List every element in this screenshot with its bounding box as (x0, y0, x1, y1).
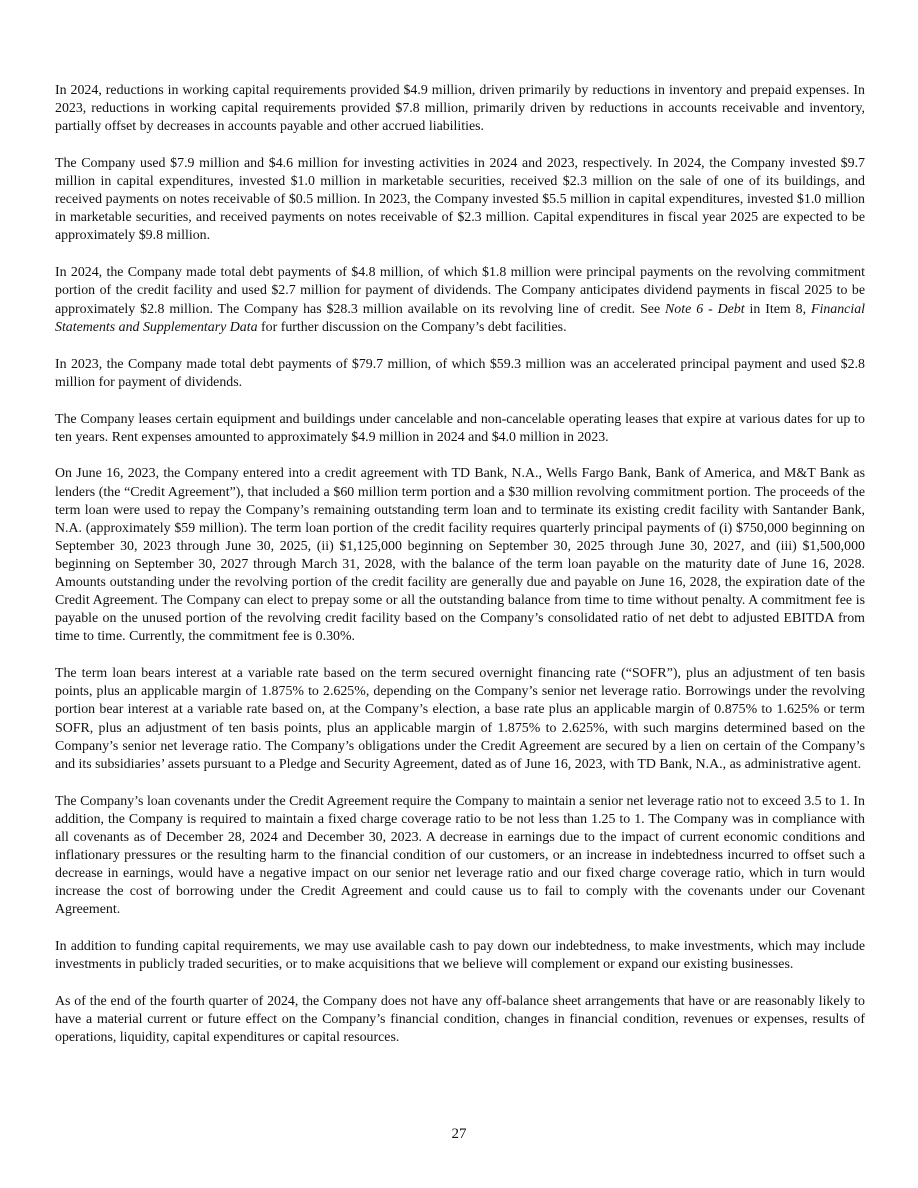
paragraph-debt-payments-2023: In 2023, the Company made total debt payments of $79.7 million, of which $59.3 million was an accelerated principal payment and used $2.8 million for payment of dividends. (55, 356, 865, 390)
paragraph-investing-activities: The Company used $7.9 million and $4.6 million for investing activities in 2024 and 2023, respectively. In 2024, the Company invested $9.7 million in capital expenditures, invested $1.0 million in marketable securities, received $2.3 million on the sale of one of its buildings, and received payments on notes receivable of $0.5 million. In 2023, the Company invested $5.5 million in capital expenditures, invested $1.0 million in marketable securities, and received payments on notes receivable of $2.3 million. Capital expenditures in fiscal year 2025 are expected to be approximately $9.8 million. (55, 156, 865, 244)
debt-text-after: for further discussion on the Company’s debt facilities. (257, 319, 567, 335)
note-reference: Note 6 - Debt (665, 301, 745, 317)
paragraph-working-capital: In 2024, reductions in working capital requirements provided $4.9 million, driven primarily by reductions in inventory and prepaid expenses. In 2023, reductions in working capital requirements provided $7.8 million, primarily driven by reductions in accounts receivable and inventory, partially offset by decreases in accounts payable and other accrued liabilities. (55, 83, 865, 135)
document-body (55, 82, 865, 1066)
paragraph-use-of-cash: In addition to funding capital requirements, we may use available cash to pay down our indebtedness, to make investments, which may include investments in publicly traded securities, or to make acquisitions that we believe will complement or expand our existing businesses. (55, 939, 865, 973)
paragraph-off-balance-sheet: As of the end of the fourth quarter of 2024, the Company does not have any off-balance sheet arrangements that have or are reasonably likely to have a material current or future effect on the Company’s financial condition, changes in financial condition, revenues or expenses, results of operations, liquidity, capital expenditures or capital resources. (55, 994, 865, 1046)
paragraph-credit-agreement: On June 16, 2023, the Company entered into a credit agreement with TD Bank, N.A., Wells Fargo Bank, Bank of America, and M&T Bank as lenders (the “Credit Agreement”), that included a $60 million term portion and a $30 million revolving commitment portion. The proceeds of the term loan were used to repay the Company’s remaining outstanding term loan and to terminate its existing credit facility with Santander Bank, N.A. (approximately $59 million). The term loan portion of the credit facility requires quarterly principal payments of (i) $750,000 beginning on September 30, 2023 through June 30, 2025, (ii) $1,125,000 beginning on September 30, 2025 through June 30, 2027, and (iii) $1,500,000 beginning on September 30, 2027 through March 31, 2028, with the balance of the term loan payable on the maturity date of June 16, 2028. Amounts outstanding under the revolving portion of the credit facility are generally due and payable on June 16, 2028, the expiration date of the Credit Agreement. The Company can elect to prepay some or all the outstanding balance from time to time without penalty. A commitment fee is payable on the unused portion of the revolving credit facility based on the Company’s consolidated ratio of net debt to adjusted EBITDA from time to time. Currently, the commitment fee is 0.30%. (55, 466, 865, 645)
financial-statements-reference: Financial Statements and Supplementary Data (55, 301, 865, 335)
paragraph-loan-covenants: The Company’s loan covenants under the Credit Agreement require the Company to maintain a senior net leverage ratio not to exceed 3.5 to 1. In addition, the Company is required to maintain a fixed charge coverage ratio to be not less than 1.25 to 1. The Company was in compliance with all covenants as of December 28, 2024 and December 30, 2023. A decrease in earnings due to the impact of current economic conditions and inflationary pressures or the resulting harm to the financial condition of our customers, or an increase in indebtedness incurred to offset such a decrease in earnings, would have a negative impact on our senior net leverage ratio and our fixed charge coverage ratio, which in turn would increase the cost of borrowing under the Credit Agreement and could cause us to fail to comply with the covenants under our Covenant Agreement. (55, 793, 865, 918)
debt-text-middle: in Item 8, (744, 301, 811, 317)
debt-text-before: In 2024, the Company made total debt payments of $4.8 million, of which $1.8 million were principal payments on the revolving commitment portion of the credit facility and used $2.7 million for payment of dividends. The Company anticipates dividend payments in fiscal 2025 to be approximately $2.8 million. The Company has $28.3 million available on its revolving line of credit. See (55, 265, 865, 317)
paragraph-term-loan-interest: The term loan bears interest at a variable rate based on the term secured overnight financing rate (“SOFR”), plus an adjustment of ten basis points, plus an applicable margin of 1.875% to 2.625%, depending on the Company’s senior net leverage ratio. Borrowings under the revolving portion bear interest at a variable rate based on, at the Company’s election, a base rate plus an applicable margin of 0.875% to 1.625% or term SOFR, plus an adjustment of ten basis points, plus an applicable margin of 1.875% to 2.625%, with such margins determined based on the Company’s senior net leverage ratio. The Company’s obligations under the Credit Agreement are secured by a lien on certain of the Company’s and its subsidiaries’ assets pursuant to a Pledge and Security Agreement, dated as of June 16, 2023, with TD Bank, N.A., as administrative agent. (55, 666, 865, 772)
page-number: 27 (451, 1126, 467, 1142)
paragraph-leases: The Company leases certain equipment and buildings under cancelable and non-cancelable operating leases that expire at various dates for up to ten years. Rent expenses amounted to approximately $4.9 million in 2024 and $4.0 million in 2023. (55, 411, 865, 445)
paragraph-debt-payments-2024 (55, 264, 865, 336)
